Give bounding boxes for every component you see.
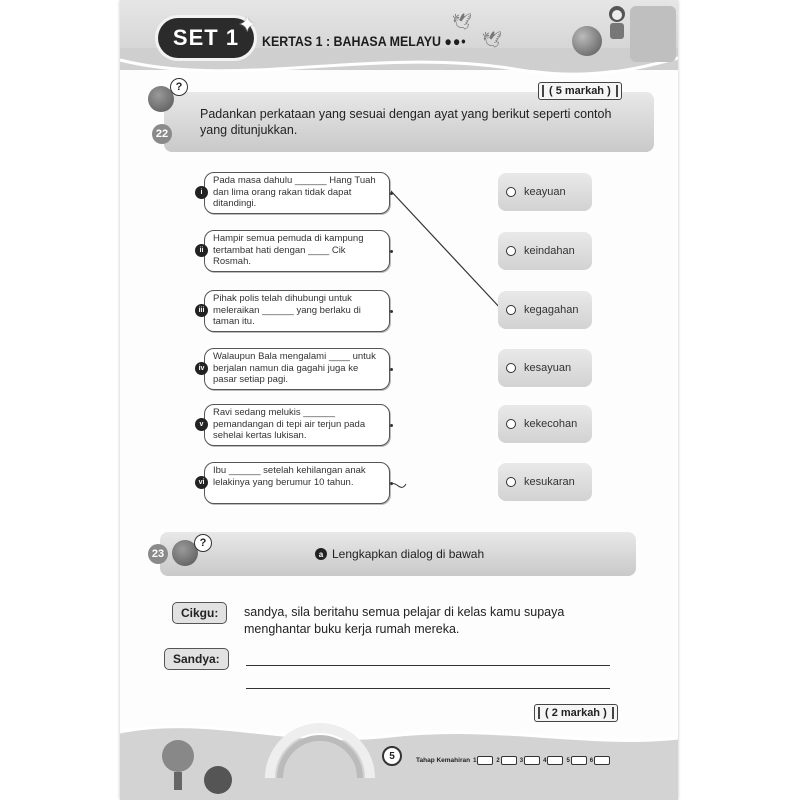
worksheet-page — [120, 0, 678, 800]
roman-label: iv — [195, 362, 208, 375]
sentence-i[interactable] — [200, 172, 390, 214]
level-box[interactable]: 6 — [590, 756, 610, 765]
question-mark-icon: ? — [194, 534, 212, 552]
level-box[interactable]: 4 — [543, 756, 563, 765]
roman-label: iii — [195, 304, 208, 317]
tahap-kemahiran: Tahap Kemahiran 1 2 3 4 5 6 — [416, 756, 610, 765]
match-dot[interactable] — [390, 192, 393, 195]
roman-label: i — [195, 186, 208, 199]
match-dot[interactable] — [390, 250, 393, 253]
sentence-v[interactable] — [199, 404, 390, 446]
speaker-sandya: Sandya: — [164, 648, 229, 670]
sentence-text: Pihak polis telah dihubungi untuk meleraikan ______ yang berlaku di taman itu. — [213, 293, 361, 327]
question-mark-icon: ? — [170, 78, 188, 96]
sentence-ii[interactable] — [199, 230, 390, 272]
answer-keindahan[interactable]: keindahan — [498, 232, 592, 270]
answer-kegagahan[interactable]: kegagahan — [498, 291, 592, 329]
part-label: a — [315, 548, 327, 560]
sentence-text: Hampir semua pemuda di kampung tertambat hati dengan ____ Cik Rosmah. — [213, 233, 364, 267]
planet-icon — [572, 26, 602, 56]
puzzle-icon — [630, 6, 676, 62]
level-box[interactable]: 1 — [473, 756, 493, 765]
bird-icon: 🕊 — [482, 32, 503, 49]
page-number: 5 — [382, 746, 402, 766]
match-circle[interactable] — [506, 477, 516, 487]
sentence-text: Ibu ______ setelah kehilangan anak lelakinya yang berumur 10 tahun. — [213, 465, 366, 488]
match-circle[interactable] — [506, 363, 516, 373]
level-box[interactable]: 3 — [520, 756, 540, 765]
bird-icon: 🕊 — [452, 14, 473, 31]
answer-kesayuan[interactable]: kesayuan — [498, 349, 592, 387]
match-dot[interactable] — [390, 368, 393, 371]
paper-title: KERTAS 1 : BAHASA MELAYU ●●• — [262, 34, 467, 49]
answer-keayuan[interactable]: keayuan — [498, 173, 592, 211]
sentence-text: Ravi sedang melukis ______ pemandangan di tepi air terjun pada sehelai kertas lukisan. — [213, 407, 366, 441]
sentence-iv[interactable] — [198, 348, 390, 390]
star-icon: ✦ — [238, 12, 257, 37]
roman-label: vi — [195, 476, 208, 489]
dialog-text: sandya, sila beritahu semua pelajar di kelas kamu supaya menghantar buku kerja rumah mereka. — [244, 605, 565, 636]
set-badge: SET 1 — [158, 18, 254, 58]
level-box[interactable]: 2 — [496, 756, 516, 765]
match-circle[interactable] — [506, 187, 516, 197]
girl-illustration — [602, 4, 632, 44]
q22-marks: ( 5 markah ) — [538, 82, 622, 100]
match-circle[interactable] — [506, 419, 516, 429]
answer-kekecohan[interactable]: kekecohan — [498, 405, 592, 443]
match-dot[interactable] — [390, 482, 393, 485]
answer-line[interactable] — [246, 665, 610, 666]
sentence-vi[interactable] — [198, 462, 390, 504]
q23-number: 23 — [148, 544, 168, 564]
roman-label: v — [195, 418, 208, 431]
q22-instruction: Padankan perkataan yang sesuai dengan ayat yang berikut seperti contoh yang ditunjukkan. — [200, 107, 612, 137]
sentence-iii[interactable] — [198, 290, 390, 332]
q23-marks: ( 2 markah ) — [534, 704, 618, 722]
level-box[interactable]: 5 — [566, 756, 586, 765]
match-circle[interactable] — [506, 305, 516, 315]
q23-instruction: a Lengkapkan dialog di bawah — [315, 547, 484, 561]
match-dot[interactable] — [390, 424, 393, 427]
speaker-cikgu: Cikgu: — [172, 602, 227, 624]
match-circle[interactable] — [506, 246, 516, 256]
q22-number: 22 — [152, 124, 172, 144]
sentence-text: Walaupun Bala mengalami ____ untuk berjalan namun dia gagahi juga ke pasar setiap pagi. — [213, 351, 376, 385]
sentence-text: Pada masa dahulu ______ Hang Tuah dan lima orang rakan tidak dapat ditandingi. — [213, 175, 376, 209]
answer-kesukaran[interactable]: kesukaran — [498, 463, 592, 501]
match-dot[interactable] — [390, 310, 393, 313]
answer-line[interactable] — [246, 688, 610, 689]
roman-label: ii — [195, 244, 208, 257]
